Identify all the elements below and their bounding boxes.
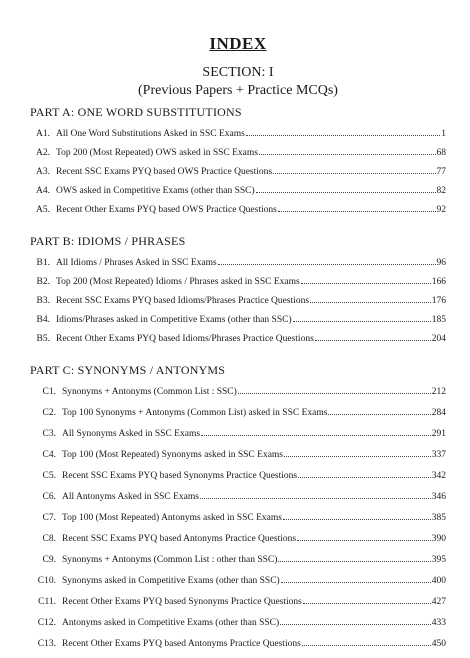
entry-code: A1. (36, 129, 50, 139)
entry-title: All Synonyms Asked in SSC Exams (62, 429, 201, 439)
dot-leader (273, 165, 435, 174)
entry-title: Top 100 (Most Repeated) Antonyms asked in SSC Exams (62, 513, 282, 523)
index-parts (30, 105, 446, 658)
entry-title: Top 200 (Most Repeated) Idioms / Phrases asked in SSC Exams (56, 277, 300, 287)
entry-page-number: 433 (431, 618, 446, 628)
entry-page-number: 96 (436, 258, 446, 268)
dot-leader (293, 313, 431, 322)
entry-title: Recent Other Exams PYQ based Idioms/Phrases Practice Questions (56, 334, 314, 344)
part-heading: PART B: IDIOMS / PHRASES (30, 234, 186, 248)
entry-code: C4. (42, 450, 56, 460)
dot-leader (301, 275, 431, 284)
dot-leader (303, 595, 431, 604)
entry-page-number: 284 (431, 408, 446, 418)
dot-leader (280, 616, 431, 625)
entry-title: Recent Other Exams PYQ based Synonyms Practice Questions (62, 597, 302, 607)
section-title: SECTION: I (202, 65, 274, 80)
entry-title: Recent SSC Exams PYQ based Antonyms Practice Questions (62, 534, 297, 544)
index-entry[interactable] (30, 427, 446, 448)
entry-code: C12. (37, 618, 56, 628)
entry-code: B2. (36, 277, 50, 287)
section-subtitle: (Previous Papers + Practice MCQs) (138, 83, 338, 98)
index-entry[interactable] (30, 532, 446, 553)
entry-title: All One Word Substitutions Asked in SSC Exams (56, 129, 245, 139)
entry-code: C3. (42, 429, 56, 439)
index-entry[interactable] (30, 637, 446, 658)
entry-page-number: 400 (431, 576, 446, 586)
entry-title: Synonyms + Antonyms (Common List : other than SSC) (62, 555, 278, 565)
entry-page-number: 92 (436, 205, 446, 215)
index-entry[interactable] (30, 146, 446, 165)
index-entry[interactable] (30, 469, 446, 490)
entry-title: OWS asked in Competitive Exams (other than SSC) (56, 186, 255, 196)
entry-title: Synonyms + Antonyms (Common List : SSC) (62, 387, 237, 397)
dot-leader (328, 406, 430, 415)
index-entry[interactable] (30, 448, 446, 469)
entry-page-number: 166 (431, 277, 446, 287)
entry-title: Recent SSC Exams PYQ based OWS Practice Questions (56, 167, 273, 177)
index-entry[interactable] (30, 127, 446, 146)
index-entry[interactable] (30, 294, 446, 313)
entry-code: C13. (37, 639, 56, 649)
entry-page-number: 1 (441, 129, 446, 139)
entry-page-number: 77 (436, 167, 446, 177)
entry-page-number: 390 (431, 534, 446, 544)
entry-code: B5. (36, 334, 50, 344)
part-heading: PART C: SYNONYMS / ANTONYMS (30, 363, 226, 377)
index-entry[interactable] (30, 490, 446, 511)
entry-title: All Idioms / Phrases Asked in SSC Exams (56, 258, 217, 268)
index-entry[interactable] (30, 184, 446, 203)
entry-page-number: 204 (431, 334, 446, 344)
index-entry[interactable] (30, 165, 446, 184)
entry-page-number: 385 (431, 513, 446, 523)
entry-code: A3. (36, 167, 50, 177)
dot-leader (246, 127, 440, 136)
index-title: INDEX (209, 34, 267, 53)
dot-leader (278, 203, 436, 212)
dot-leader (259, 146, 436, 155)
index-entry[interactable] (30, 574, 446, 595)
entry-title: Synonyms asked in Competitive Exams (other than SSC) (62, 576, 280, 586)
part-heading: PART A: ONE WORD SUBSTITUTIONS (30, 105, 242, 119)
index-entry[interactable] (30, 313, 446, 332)
entry-title: Top 100 Synonyms + Antonyms (Common List) asked in SSC Exams (62, 408, 328, 418)
index-entry[interactable] (30, 275, 446, 294)
entry-code: C9. (42, 555, 56, 565)
index-entry[interactable] (30, 385, 446, 406)
entry-page-number: 185 (431, 315, 446, 325)
entry-code: C6. (42, 492, 56, 502)
entry-title: Recent SSC Exams PYQ based Idioms/Phrases Practice Questions (56, 296, 310, 306)
entry-code: B4. (36, 315, 50, 325)
index-entry[interactable] (30, 595, 446, 616)
entry-page-number: 346 (431, 492, 446, 502)
entry-page-number: 427 (431, 597, 446, 607)
entry-page-number: 212 (431, 387, 446, 397)
index-entry[interactable] (30, 332, 446, 351)
index-entry[interactable] (30, 406, 446, 427)
entry-code: B3. (36, 296, 50, 306)
entry-page-number: 82 (436, 186, 446, 196)
entry-page-number: 342 (431, 471, 446, 481)
entry-page-number: 450 (431, 639, 446, 649)
dot-leader (256, 184, 436, 193)
entry-page-number: 291 (431, 429, 446, 439)
entry-title: Recent SSC Exams PYQ based Synonyms Practice Questions (62, 471, 298, 481)
entry-title: Recent Other Exams PYQ based OWS Practice Questions (56, 205, 277, 215)
entry-code: C2. (42, 408, 56, 418)
dot-leader (284, 448, 431, 457)
entry-list (30, 127, 446, 222)
dot-leader (298, 469, 431, 478)
entry-code: C7. (42, 513, 56, 523)
entry-page-number: 68 (436, 148, 446, 158)
dot-leader (278, 553, 430, 562)
entry-list (30, 385, 446, 658)
index-part-b (30, 234, 446, 351)
index-part-c (30, 363, 446, 658)
entry-code: A5. (36, 205, 50, 215)
entry-code: A4. (36, 186, 50, 196)
entry-page-number: 337 (431, 450, 446, 460)
entry-page-number: 395 (431, 555, 446, 565)
index-entry[interactable] (30, 511, 446, 532)
entry-title: Top 200 (Most Repeated) OWS asked in SSC Exams (56, 148, 258, 158)
dot-leader (218, 256, 436, 265)
index-part-a (30, 105, 446, 222)
dot-leader (310, 294, 431, 303)
dot-leader (302, 637, 431, 646)
entry-page-number: 176 (431, 296, 446, 306)
index-entry[interactable] (30, 203, 446, 222)
dot-leader (201, 427, 431, 436)
entry-title: Recent Other Exams PYQ based Antonyms Practice Questions (62, 639, 301, 649)
dot-leader (238, 385, 431, 394)
entry-code: C8. (42, 534, 56, 544)
index-entry[interactable] (30, 553, 446, 574)
index-entry[interactable] (30, 256, 446, 275)
entry-title: Antonyms asked in Competitive Exams (other than SSC) (62, 618, 280, 628)
dot-leader (200, 490, 431, 499)
entry-title: Top 100 (Most Repeated) Synonyms asked in SSC Exams (62, 450, 283, 460)
entry-code: C1. (42, 387, 56, 397)
entry-code: C11. (38, 597, 56, 607)
dot-leader (315, 332, 431, 341)
entry-code: C5. (42, 471, 56, 481)
entry-code: C10. (37, 576, 56, 586)
entry-title: Idioms/Phrases asked in Competitive Exams (other than SSC) (56, 315, 292, 325)
entry-code: A2. (36, 148, 50, 158)
entry-code: B1. (36, 258, 50, 268)
dot-leader (281, 574, 431, 583)
entry-list (30, 256, 446, 351)
dot-leader (283, 511, 431, 520)
entry-title: All Antonyms Asked in SSC Exams (62, 492, 199, 502)
dot-leader (297, 532, 431, 541)
